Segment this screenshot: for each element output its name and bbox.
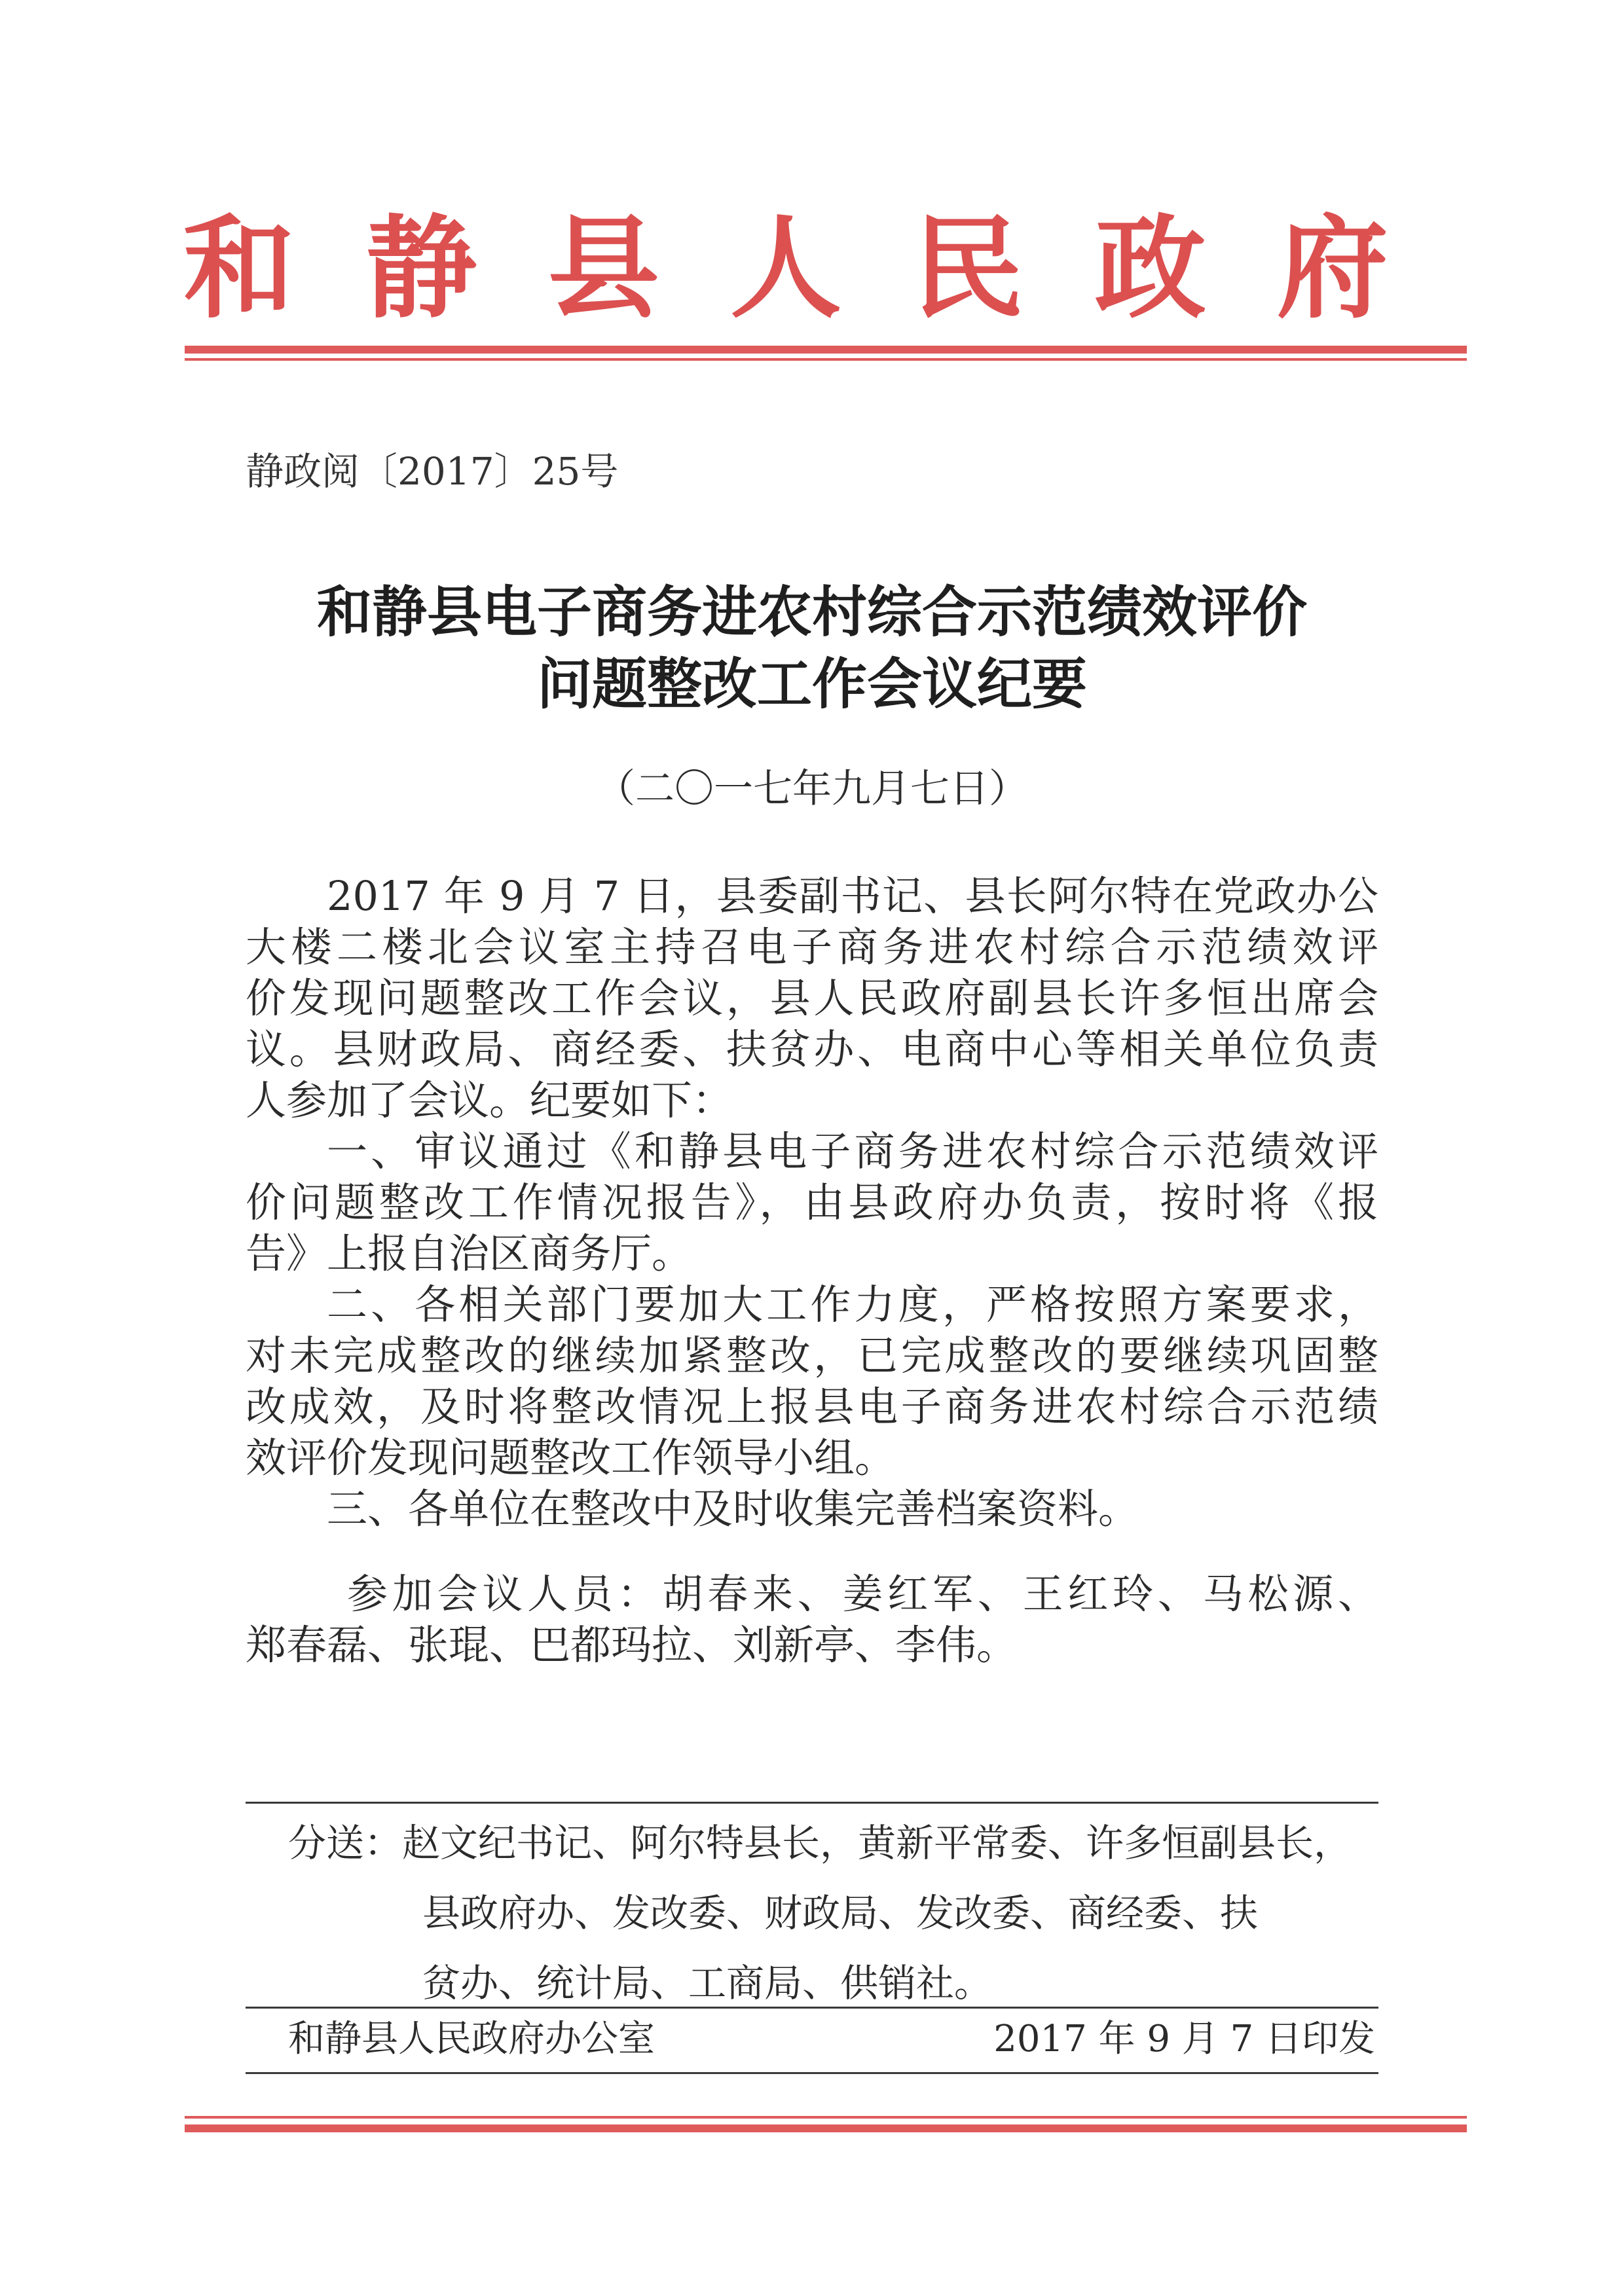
distribution-top-rule: [246, 1802, 1378, 1804]
footer-red-rule-thin: [185, 2116, 1467, 2119]
body-line: 人参加了会议。纪要如下：: [246, 1076, 733, 1124]
masthead-char: 静: [365, 203, 477, 334]
body-line: 价问题整改工作情况报告》，由县政府办负责，按时将《报: [246, 1178, 1378, 1226]
attendees-line: 郑春磊、张琨、巴都玛拉、刘新亭、李伟。: [246, 1621, 1018, 1669]
footer-red-rule-thick: [185, 2124, 1467, 2132]
masthead: [183, 203, 1388, 334]
issuing-office: 和静县人民政府办公室: [288, 2018, 655, 2060]
distribution-line: 分送：赵文纪书记、阿尔特县长，黄新平常委、许多恒副县长，: [288, 1821, 1352, 1865]
document-title-line-1: 和静县电子商务进农村综合示范绩效评价: [316, 580, 1307, 644]
body-line: 2017 年 9 月 7 日，县委副书记、县长阿尔特在党政办公: [327, 872, 1378, 920]
body-line: 改成效，及时将整改情况上报县电子商务进农村综合示范绩: [246, 1383, 1378, 1430]
body-line: 对未完成整改的继续加紧整改，已完成整改的要继续巩固整: [246, 1332, 1378, 1379]
header-red-rule-thin: [185, 358, 1467, 361]
masthead-char: 和: [183, 203, 295, 334]
masthead-char: 政: [1094, 203, 1206, 334]
meeting-date: （二〇一七年九月七日）: [596, 766, 1028, 812]
masthead-char: 民: [912, 203, 1024, 334]
distribution-bottom-rule: [246, 2007, 1378, 2009]
body-line: 一、审议通过《和静县电子商务进农村综合示范绩效评: [327, 1127, 1378, 1175]
body-text: [246, 871, 1378, 1671]
masthead-char: 人: [729, 203, 841, 334]
masthead-char: 县: [547, 203, 659, 334]
body-line: 价发现问题整改工作会议，县人民政府副县长许多恒出席会: [246, 974, 1378, 1022]
document-number: 静政阅〔2017〕25号: [246, 449, 619, 494]
footer-rule: [246, 2072, 1378, 2074]
distribution-line: 贫办、统计局、工商局、供销社。: [422, 1961, 993, 2005]
paragraph-spacer: [246, 1535, 1378, 1569]
distribution-line: 县政府办、发改委、财政局、发改委、商经委、扶: [422, 1891, 1259, 1935]
body-line: 二、各相关部门要加大工作力度，严格按照方案要求，: [327, 1281, 1378, 1328]
body-line: 大楼二楼北会议室主持召电子商务进农村综合示范绩效评: [246, 923, 1378, 971]
body-line: 议。县财政局、商经委、扶贫办、电商中心等相关单位负责: [246, 1025, 1378, 1073]
header-red-rule-thick: [185, 346, 1467, 354]
body-line: 三、各单位在整改中及时收集完善档案资料。: [327, 1485, 1139, 1533]
body-line: 效评价发现问题整改工作领导小组。: [246, 1434, 896, 1482]
issue-date: 2017 年 9 月 7 日印发: [993, 2018, 1375, 2060]
body-line: 告》上报自治区商务厅。: [246, 1230, 693, 1277]
document-title-line-2: 问题整改工作会议纪要: [536, 652, 1087, 716]
masthead-char: 府: [1276, 203, 1388, 334]
attendees-line: 参加会议人员：胡春来、姜红军、王红玲、马松源、: [347, 1570, 1378, 1618]
